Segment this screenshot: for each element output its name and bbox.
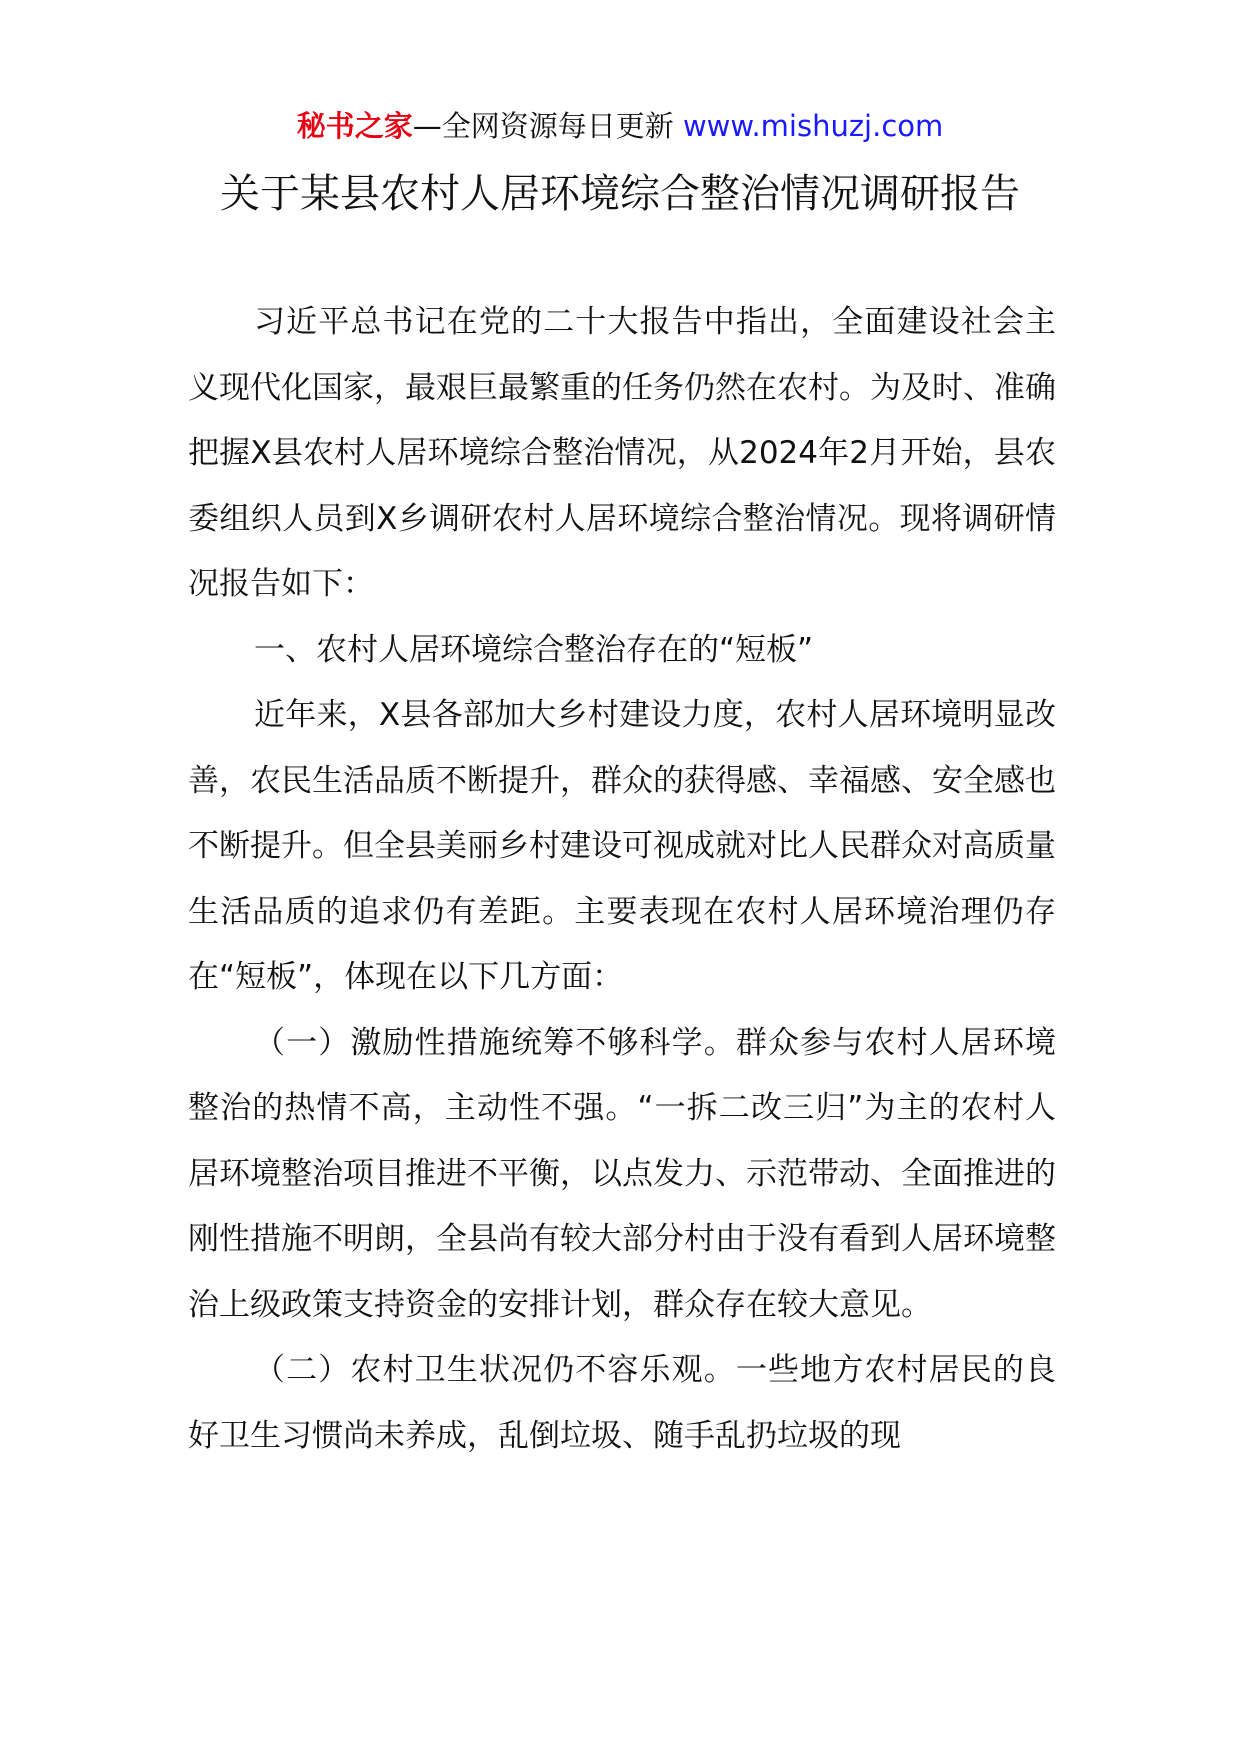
- section-heading: 一、农村人居环境综合整治存在的“短板”: [254, 631, 814, 668]
- intro-paragraph: 习近平总书记在党的二十大报告中指出，全面建设社会主义现代化国家，最艰巨最繁重的任务仍然在农村。为及时、准确把握X县农村人居环境综合整治情况，从2024年2月开始，县农委组织人员到X乡调研农村人居环境综合整治情况。现将调研情况报告如下：: [188, 304, 1056, 602]
- site-banner: [0, 104, 1240, 148]
- document-title: 关于某县农村人居环境综合整治情况调研报告: [220, 171, 1020, 217]
- subsection-paragraph-1: （一）激励性措施统筹不够科学。群众参与农村人居环境整治的热情不高，主动性不强。“一拆二改三归”为主的农村人居环境整治项目推进不平衡，以点发力、示范带动、全面推进的刚性措施不明朗，全县尚有较大部分村由于没有看到人居环境整治上级政策支持资金的安排计划，群众存在较大意见。: [188, 1024, 1056, 1323]
- document-body: [188, 290, 1056, 1469]
- banner-slogan: —全网资源每日更新: [412, 109, 683, 143]
- brand-name: 秘书之家: [296, 109, 413, 143]
- subsection-paragraph-2: （二）农村卫生状况仍不容乐观。一些地方农村居民的良好卫生习惯尚未养成，乱倒垃圾、随手乱扔垃圾的现: [188, 1352, 1056, 1454]
- site-url-link[interactable]: www.mishuzj.com: [682, 109, 944, 143]
- section-paragraph: 近年来，X县各部加大乡村建设力度，农村人居环境明显改善，农民生活品质不断提升，群众的获得感、幸福感、安全感也不断提升。但全县美丽乡村建设可视成就对比人民群众对高质量生活品质的追求仍有差距。主要表现在农村人居环境治理仍存在“短板”，体现在以下几方面：: [188, 697, 1056, 995]
